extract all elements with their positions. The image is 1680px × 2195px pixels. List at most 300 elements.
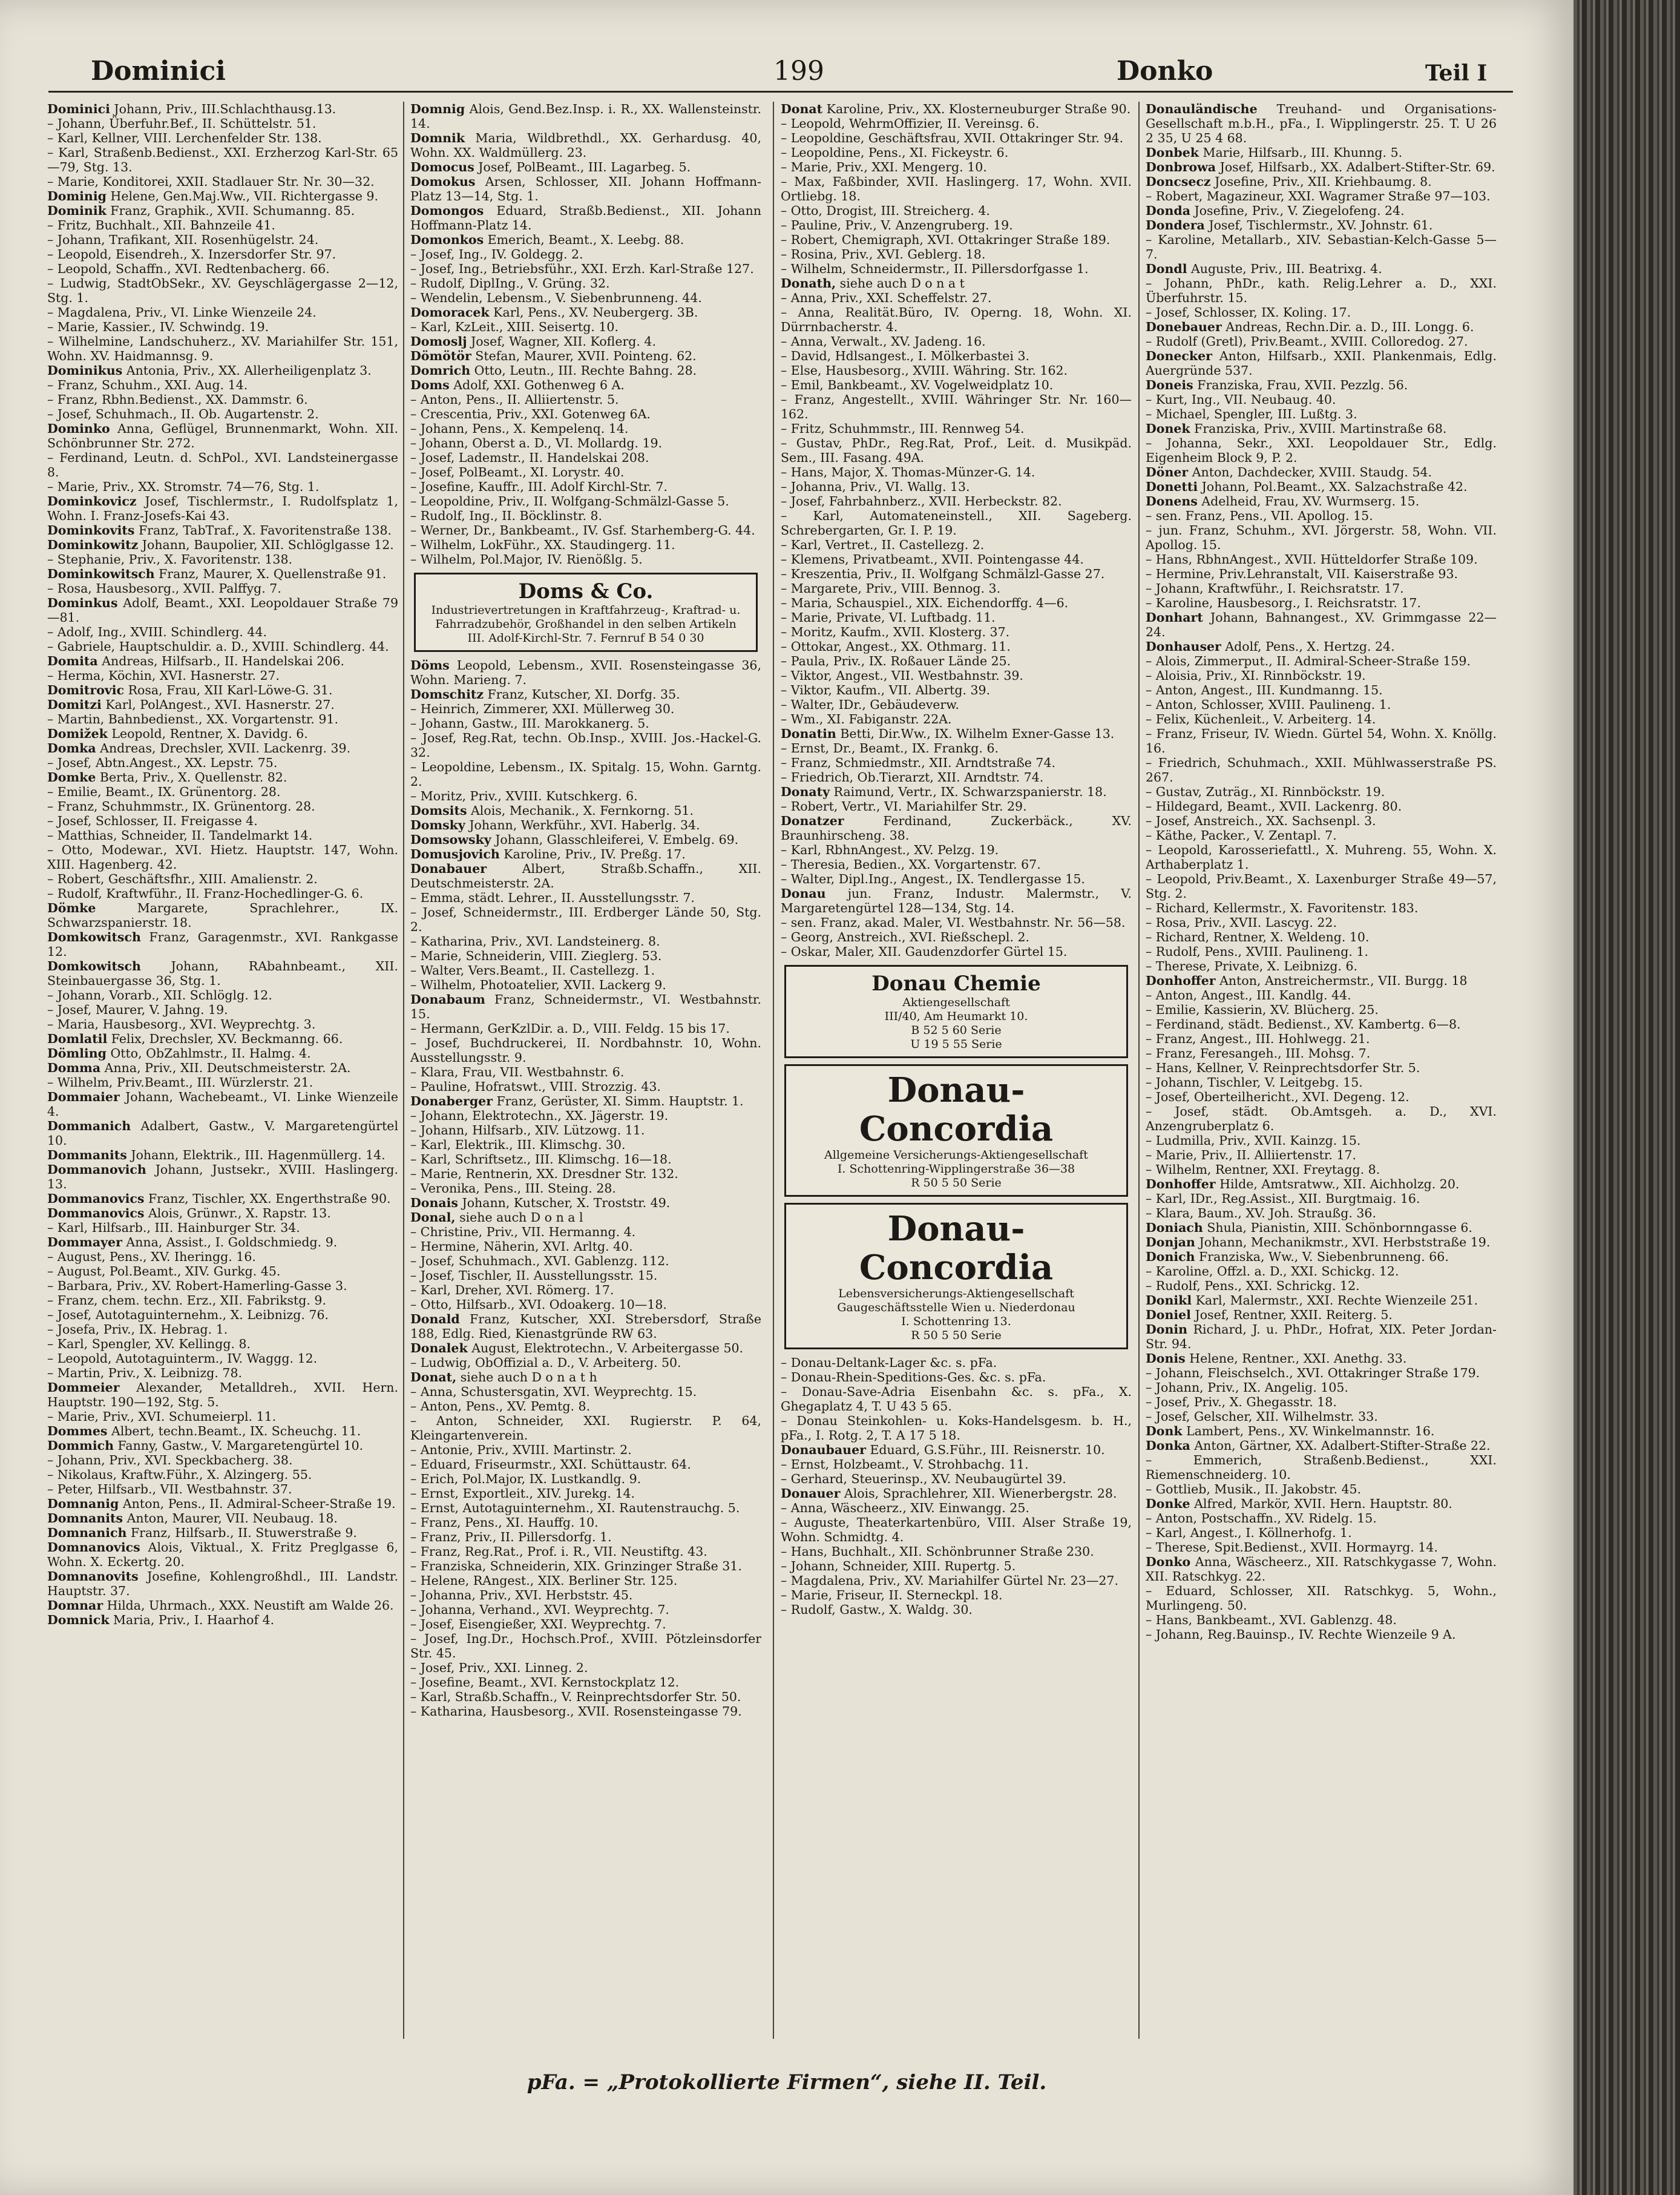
entry-surname: Domka [47, 741, 96, 755]
directory-entry [781, 596, 1132, 610]
entry-details: – Hans, Buchhalt., XII. Schönbrunner Straße 230. [781, 1544, 1094, 1559]
entry-details: Auguste, Priv., III. Beatrixg. 4. [1187, 262, 1382, 276]
entry-details: – Josef, Anstreich., XX. Sachsenpl. 3. [1146, 814, 1376, 828]
entry-details: Johann, Glasschleiferei, V. Embelg. 69. [491, 832, 739, 847]
directory-entry [410, 1268, 761, 1283]
directory-entry [781, 305, 1132, 334]
entry-details: – Robert, Chemigraph, XVI. Ottakringer Straße 189. [781, 232, 1111, 247]
entry-details: Adolf, Beamt., XXI. Leopoldauer Straße 79—81. [47, 596, 398, 625]
directory-entry [47, 654, 398, 668]
entry-details: – Johann, Priv., XVI. Speckbacherg. 38. [47, 1453, 293, 1467]
directory-entry [410, 552, 761, 567]
entry-surname: Domocus [410, 160, 474, 174]
entry-details: – Heinrich, Zimmerer, XXI. Müllerweg 30. [410, 702, 675, 716]
entry-surname: Donau [781, 886, 826, 901]
directory-entry [1146, 915, 1497, 930]
directory-entry [1146, 1322, 1497, 1351]
directory-entry [781, 930, 1132, 944]
directory-entry [781, 1486, 1132, 1501]
entry-details: – Magdalena, Priv., VI. Linke Wienzeile 24. [47, 305, 317, 320]
entry-details: – Rosina, Priv., XVI. Geblerg. 18. [781, 247, 986, 262]
entry-details: Adelheid, Frau, XV. Wurmserg. 15. [1197, 494, 1420, 508]
directory-entry [1146, 828, 1497, 843]
directory-entry [410, 832, 761, 847]
entry-details: Helene, Rentner., XXI. Anethg. 33. [1185, 1351, 1407, 1366]
entry-details: – Josefa, Priv., IX. Hebrag. 1. [47, 1322, 228, 1337]
entry-details: – Marie, Schneiderin, VIII. Zieglerg. 53. [410, 949, 662, 963]
directory-entry [1146, 1438, 1497, 1453]
entry-surname: Domsky [410, 818, 465, 832]
entry-details: – Otto, Modewar., XVI. Hietz. Hauptstr. 147, Wohn. XIII. Hagenberg. 42. [47, 843, 398, 872]
entry-details: Alfred, Markör, XVII. Hern. Hauptstr. 80. [1190, 1496, 1452, 1511]
entry-surname: Domnanig [47, 1496, 119, 1511]
entry-details: Franz, Tischler, XX. Engerthstraße 90. [144, 1191, 391, 1206]
directory-entry [410, 934, 761, 949]
entry-details: – Martin, Bahnbedienst., XX. Vorgartenstr. 91. [47, 712, 339, 726]
entry-details: – Karl, KzLeit., XIII. Seisertg. 10. [410, 320, 619, 334]
entry-surname: Dominkowitsch [47, 567, 155, 581]
directory-entry [410, 1167, 761, 1181]
entry-details: – Leopold, Karosseriefattl., X. Muhreng. 55, Wohn. X. Arthaberplatz 1. [1146, 843, 1497, 872]
entry-details: – Oskar, Maler, XII. Gaudenzdorfer Gürtel 15. [781, 944, 1068, 959]
directory-entry [1146, 1235, 1497, 1249]
directory-entry [47, 1322, 398, 1337]
directory-entry [1146, 1032, 1497, 1046]
directory-entry [410, 363, 761, 378]
entry-details: – Rudolf, DiplIng., V. Grüng. 32. [410, 276, 610, 291]
entry-details: Alexander, Metalldreh., XVII. Hern. Hauptstr. 190—192, Stg. 5. [47, 1380, 398, 1409]
directory-entry [47, 1148, 398, 1162]
entry-surname: Donetti [1146, 479, 1198, 494]
directory-entry [1146, 1249, 1497, 1264]
directory-entry [781, 160, 1132, 174]
entry-details: – Wilhelm, Photoatelier, XVII. Lackerg 9. [410, 978, 666, 992]
entry-details: – Alois, Zimmerput., II. Admiral-Scheer-Straße 159. [1146, 654, 1471, 668]
entry-details: – Johann, PhDr., kath. Relig.Lehrer a. D., XXI. Überfuhrstr. 15. [1146, 276, 1497, 305]
directory-entry [47, 1075, 398, 1090]
directory-entry [1146, 1002, 1497, 1017]
entry-details: – Josef, Maurer, V. Jahng. 19. [47, 1002, 228, 1017]
directory-entry [1146, 1525, 1497, 1540]
entry-details: Margarete, Sprachlehrer., IX. Schwarzspanierstr. 18. [47, 901, 398, 930]
entry-details: – Rudolf, Gastw., X. Waldg. 30. [781, 1602, 973, 1617]
entry-details: – Franz, chem. techn. Erz., XII. Fabrikstg. 9. [47, 1293, 326, 1308]
entry-details: – Josef, Priv., X. Ghegasstr. 18. [1146, 1395, 1337, 1409]
directory-entry [47, 1569, 398, 1598]
directory-entry [410, 203, 761, 232]
entry-details: – Franz, Schuhm., XXI. Aug. 14. [47, 378, 248, 392]
directory-entry [781, 232, 1132, 247]
directory-entry [1146, 203, 1497, 218]
entry-details: – Eduard, Schlosser, XII. Ratschkyg. 5, Wohn., Murlingeng. 50. [1146, 1584, 1497, 1613]
directory-entry [1146, 1453, 1497, 1482]
entry-details: – Käthe, Packer., V. Zentapl. 7. [1146, 828, 1337, 843]
entry-surname: Donk [1146, 1424, 1183, 1438]
directory-entry [781, 378, 1132, 392]
directory-entry [47, 262, 398, 276]
entry-details: Treuhand- und Organisations-Gesellschaft m.b.H., pFa., I. Wipplingerstr. 25. T. U 26 2 35, U 25 4 68. [1146, 102, 1497, 145]
entry-surname: Doms [410, 378, 450, 392]
entry-details: – Josef, Ing., IV. Goldegg. 2. [410, 247, 583, 262]
entry-details: Anton, Dachdecker, XVIII. Staudg. 54. [1188, 465, 1432, 479]
entry-surname: Domonkos [410, 232, 484, 247]
directory-entry [47, 1220, 398, 1235]
entry-details: Hilda, Uhrmach., XXX. Neustift am Walde 26. [103, 1598, 394, 1613]
directory-entry [47, 581, 398, 596]
entry-surname: Dommanits [47, 1148, 127, 1162]
directory-entry [1146, 814, 1497, 828]
entry-details: – Josef, PolBeamt., XI. Lorystr. 40. [410, 465, 625, 479]
entry-details: – Maria, Hausbesorg., XVI. Weyprechtg. 3. [47, 1017, 316, 1032]
entry-details: Franz, Garagenmstr., XVI. Rankgasse 12. [47, 930, 398, 959]
directory-entry [410, 479, 761, 494]
directory-entry [410, 102, 761, 131]
entry-details: – Else, Hausbesorg., XVIII. Währing. Str. 162. [781, 363, 1068, 378]
directory-entry [47, 1482, 398, 1496]
directory-entry [47, 625, 398, 639]
directory-entry [781, 1559, 1132, 1573]
entry-details: – Josef, Priv., XXI. Linneg. 2. [410, 1660, 588, 1675]
entry-details: – Michael, Spengler, III. Lußtg. 3. [1146, 407, 1357, 421]
entry-details: – Max, Faßbinder, XVII. Haslingerg. 17, Wohn. XVII. Ortliebg. 18. [781, 174, 1132, 203]
entry-surname: Donaberger [410, 1094, 493, 1108]
directory-entry [47, 726, 398, 741]
entry-details: – Karl, Spengler, XV. Kellingg. 8. [47, 1337, 251, 1351]
entry-details: siehe auch D o n a t [836, 276, 965, 291]
entry-details: – Erich, Pol.Major, IX. Lustkandlg. 9. [410, 1472, 641, 1486]
directory-entry [47, 203, 398, 218]
entry-surname: Dommaier [47, 1090, 120, 1104]
ad-phone: R 50 5 50 Serie [911, 1176, 1002, 1190]
entry-details: – Robert, Magazineur, XXI. Wagramer Straße 97—103. [1146, 189, 1491, 203]
directory-entry [47, 785, 398, 799]
footer-note: pFa. = „Protokollierte Firmen“, siehe II. Teil. [527, 2070, 1047, 2095]
entry-surname: Donauer [781, 1486, 841, 1501]
entry-details: – Franz, Schmiedmstr., XII. Arndtstraße 74. [781, 755, 1056, 770]
entry-details: Leopold, Rentner, X. Davidg. 6. [107, 726, 308, 741]
entry-details: – Josef, Schlosser, IX. Koling. 17. [1146, 305, 1351, 320]
column-4 [1146, 102, 1497, 2039]
directory-entry [47, 552, 398, 567]
directory-entry [47, 450, 398, 479]
entry-details: – Ernst, Dr., Beamt., IX. Frankg. 6. [781, 741, 999, 755]
entry-details: – Marie, Friseur, II. Sterneckpl. 18. [781, 1588, 1003, 1602]
entry-details: – Hans, Bankbeamt., XVI. Gablenzg. 48. [1146, 1613, 1397, 1627]
entry-details: – Franz, Rbhn.Bedienst., XX. Dammstr. 6. [47, 392, 308, 407]
directory-entry [410, 1355, 761, 1370]
entry-details: – Peter, Hilfsarb., VII. Westbahnstr. 37. [47, 1482, 292, 1496]
entry-details: – sen. Franz, Pens., VII. Apollog. 15. [1146, 508, 1373, 523]
directory-entry [47, 1017, 398, 1032]
entry-surname: Donat, [410, 1370, 457, 1384]
ad-company-name: Donau-Concordia [859, 1070, 1054, 1149]
entry-details: – Hermann, GerKzlDir. a. D., VIII. Feldg. 15 bis 17. [410, 1021, 730, 1036]
entry-details: – Anna, Realität.Büro, IV. Operng. 18, Wohn. XI. Dürrnbacherstr. 4. [781, 305, 1132, 334]
directory-entry [1146, 1424, 1497, 1438]
entry-details: – Gottlieb, Musik., II. Jakobstr. 45. [1146, 1482, 1362, 1496]
directory-entry [781, 697, 1132, 712]
entry-details: – Johanna, Verhand., XVI. Weyprechtg. 7. [410, 1602, 669, 1617]
entry-surname: Domkowitsch [47, 930, 141, 944]
entry-details: – Johann, Fleischselch., XVI. Ottakringer Straße 179. [1146, 1366, 1480, 1380]
entry-details: Josef, PolBeamt., III. Lagarbeg. 5. [474, 160, 691, 174]
directory-entry [47, 639, 398, 654]
entry-details: – Johann, Tischler, V. Leitgebg. 15. [1146, 1075, 1363, 1090]
entry-details: – Anton, Pens., II. Alliiertenstr. 5. [410, 392, 619, 407]
directory-entry [1146, 1482, 1497, 1496]
directory-entry [410, 392, 761, 407]
directory-entry [1146, 712, 1497, 726]
directory-entry [410, 731, 761, 760]
entry-details: – Leopoldine, Geschäftsfrau, XVII. Ottakringer Str. 94. [781, 131, 1124, 145]
entry-surname: Donens [1146, 494, 1198, 508]
entry-surname: Donaty [781, 785, 830, 799]
entry-details: Betti, Dir.Ww., IX. Wilhelm Exner-Gasse 13. [836, 726, 1115, 741]
directory-entry [1146, 1017, 1497, 1032]
directory-entry [47, 1046, 398, 1061]
directory-entry [47, 218, 398, 232]
entry-details: – Josef, Schuhmach., XVI. Gablenzg. 112. [410, 1254, 669, 1268]
entry-details: Anna, Assist., I. Goldschmiedg. 9. [122, 1235, 338, 1249]
entry-details: – Johann, Reg.Bauinsp., IV. Rechte Wienzeile 9 A. [1146, 1627, 1456, 1642]
entry-details: – Franz, Angest., III. Hohlwegg. 21. [1146, 1032, 1370, 1046]
directory-entry [1146, 1133, 1497, 1148]
entry-surname: Domižek [47, 726, 108, 741]
entry-surname: Donebauer [1146, 320, 1222, 334]
entry-details: – Josef, Abtn.Angest., XX. Lepstr. 75. [47, 755, 278, 770]
directory-entry [47, 1090, 398, 1119]
entry-details: Alois, Gend.Bez.Insp. i. R., XX. Wallensteinstr. 14. [410, 102, 761, 131]
directory-entry [410, 1137, 761, 1152]
directory-entry [410, 378, 761, 392]
entry-details: – Leopoldine, Priv., II. Wolfgang-Schmälzl-Gasse 5. [410, 494, 729, 508]
entry-details: – Veronika, Pens., III. Steing. 28. [410, 1181, 616, 1196]
entry-details: – Rudolf (Gretl), Priv.Beamt., XVIII. Colloredog. 27. [1146, 334, 1468, 349]
directory-entry [47, 712, 398, 726]
directory-entry [410, 421, 761, 436]
ad-subtitle: Allgemeine Versicherungs-Aktiengesellschaft [824, 1148, 1088, 1162]
advertisement-concordia1 [784, 1064, 1128, 1197]
directory-entry [781, 857, 1132, 872]
entry-details: – Josef, Ing.Dr., Hochsch.Prof., XVIII. Pötzleinsdorfer Str. 45. [410, 1631, 761, 1660]
directory-entry [47, 567, 398, 581]
entry-surname: Dondl [1146, 262, 1187, 276]
directory-entry [781, 872, 1132, 886]
directory-entry [781, 567, 1132, 581]
directory-entry [410, 1660, 761, 1675]
directory-entry [47, 741, 398, 755]
entry-details: – August, Pens., XV. Iheringg. 16. [47, 1249, 256, 1264]
entry-surname: Dommayer [47, 1235, 122, 1249]
entry-surname: Domnanich [47, 1525, 127, 1540]
directory-entry [410, 407, 761, 421]
part-label: Teil I [1425, 61, 1488, 86]
entry-details: Anton, Hilfsarb., XXII. Plankenmais, Edlg. Auergründe 537. [1146, 349, 1497, 378]
directory-entry [1146, 901, 1497, 915]
directory-entry [410, 1559, 761, 1573]
entry-details: – Rudolf, Pens., XVIII. Paulineng. 1. [1146, 944, 1368, 959]
directory-entry [410, 1501, 761, 1515]
entry-surname: Donald [410, 1312, 460, 1326]
directory-entry [410, 803, 761, 818]
entry-details: – Christine, Priv., VII. Hermanng. 4. [410, 1225, 636, 1239]
directory-entry [410, 523, 761, 538]
entry-details: – Nikolaus, Kraftw.Führ., X. Alzingerg. 55. [47, 1467, 312, 1482]
directory-entry [781, 581, 1132, 596]
entry-details: – Rudolf, Ing., II. Böcklinstr. 8. [410, 508, 603, 523]
directory-entry [1146, 1293, 1497, 1308]
directory-entry [47, 276, 398, 305]
entry-details: – Donau-Rhein-Speditions-Ges. &c. s. pFa. [781, 1370, 1046, 1384]
entry-details: – Josef, Fahrbahnberz., XVII. Herbeckstr. 82. [781, 494, 1062, 508]
directory-entry [47, 334, 398, 363]
directory-entry [410, 1123, 761, 1137]
directory-entry [781, 334, 1132, 349]
directory-entry [1146, 683, 1497, 697]
entry-details: – Hans, Major, X. Thomas-Münzer-G. 14. [781, 465, 1035, 479]
entry-details: – Ludmilla, Priv., XVII. Kainzg. 15. [1146, 1133, 1361, 1148]
entry-details: – Maria, Schauspiel., XIX. Eichendorffg. 4—6. [781, 596, 1069, 610]
entry-details: – Wilhelm, LokFühr., XX. Staudingerg. 11. [410, 538, 675, 552]
directory-entry [47, 131, 398, 145]
directory-entry [47, 523, 398, 538]
directory-entry [1146, 232, 1497, 262]
ad-subtitle: Aktiengesellschaft [902, 996, 1010, 1009]
entry-surname: Donabauer [410, 861, 487, 876]
entry-details: – Klara, Baum., XV. Joh. Straußg. 36. [1146, 1206, 1376, 1220]
entry-details: Josef, Wagner, XII. Koflerg. 4. [467, 334, 656, 349]
entry-details: – Wilhelm, Priv.Beamt., III. Würzlerstr. 21. [47, 1075, 313, 1090]
entry-details: – Antonie, Priv., XVIII. Martinstr. 2. [410, 1443, 632, 1457]
entry-surname: Domnanovits [47, 1569, 139, 1584]
directory-entry [47, 1496, 398, 1511]
entry-details: – Helene, RAngest., XIX. Berliner Str. 125. [410, 1573, 678, 1588]
entry-details: – Otto, Drogist, III. Streicherg. 4. [781, 203, 990, 218]
entry-details: – Franz, Priv., II. Pillersdorfg. 1. [410, 1530, 612, 1544]
running-head-left: Dominici [91, 56, 226, 87]
entry-surname: Donhoffer [1146, 1177, 1216, 1191]
entry-surname: Doneis [1146, 378, 1193, 392]
directory-entry [47, 102, 398, 116]
directory-entry [781, 1413, 1132, 1443]
directory-entry [1146, 494, 1497, 508]
directory-entry [47, 1264, 398, 1278]
directory-entry [47, 799, 398, 814]
entry-surname: Domitzi [47, 697, 102, 712]
entry-details: Josef, Hilfsarb., XX. Adalbert-Stifter-Str. 69. [1216, 160, 1495, 174]
entry-details: siehe auch D o n a l [455, 1210, 583, 1225]
directory-entry [1146, 262, 1497, 276]
directory-entry [1146, 973, 1497, 988]
entry-details: – sen. Franz, akad. Maler, VI. Westbahnstr. Nr. 56—58. [781, 915, 1126, 930]
entry-surname: Dommanovics [47, 1206, 145, 1220]
directory-entry [47, 1409, 398, 1424]
entry-details: Anton, Pens., II. Admiral-Scheer-Straße 19. [119, 1496, 396, 1511]
entry-surname: Dommanovics [47, 1191, 145, 1206]
entry-details: – Karl, Dreher, XVI. Römerg. 17. [410, 1283, 614, 1297]
directory-entry [781, 944, 1132, 959]
entry-details: Anna, Wäscheerz., XII. Ratschkygasse 7, Wohn. XII. Ratschkyg. 22. [1146, 1555, 1497, 1584]
entry-details: – Johann, Trafikant, XII. Rosenhügelstr. 24. [47, 232, 319, 247]
entry-details: – Josef, Lademstr., II. Handelskai 208. [410, 450, 649, 465]
directory-entry [47, 1511, 398, 1525]
entry-details: Josefine, Priv., XII. Kriehbaumg. 8. [1210, 174, 1432, 189]
entry-details: – Johann, Hilfsarb., XIV. Lützowg. 11. [410, 1123, 645, 1137]
entry-details: – Walter, Dipl.Ing., Angest., IX. Tendlergasse 15. [781, 872, 1085, 886]
directory-entry [410, 465, 761, 479]
entry-surname: Domnanovics [47, 1540, 140, 1555]
directory-entry [1146, 479, 1497, 494]
entry-details: – Karl, Kellner, VIII. Lerchenfelder Str. 138. [47, 131, 322, 145]
entry-surname: Dömling [47, 1046, 107, 1061]
directory-entry [410, 1210, 761, 1225]
entry-details: – Marie, Priv., II. Alliiertenstr. 17. [1146, 1148, 1357, 1162]
entry-details: – Josefine, Kauffr., III. Adolf Kirchl-Str. 7. [410, 479, 668, 494]
directory-entry [47, 392, 398, 407]
entry-details: – Karl, Straßenb.Bedienst., XXI. Erzherzog Karl-Str. 65—79, Stg. 13. [47, 145, 398, 174]
directory-entry [781, 436, 1132, 465]
directory-entry [47, 1467, 398, 1482]
directory-entry [410, 1384, 761, 1399]
entry-details: Anton, Anstreichermstr., VII. Burgg. 18 [1215, 973, 1468, 988]
entry-details: Otto, ObZahlmstr., II. Halmg. 4. [106, 1046, 311, 1061]
entry-details: – Johann, Pens., X. Kempelenq. 14. [410, 421, 629, 436]
entry-details: – Stephanie, Priv., X. Favoritenstr. 138. [47, 552, 293, 567]
directory-entry [781, 886, 1132, 915]
entry-surname: Donich [1146, 1249, 1195, 1264]
directory-entry [410, 687, 761, 702]
entry-surname: Donke [1146, 1496, 1190, 1511]
entry-details: – Rosa, Priv., XVII. Lascyg. 22. [1146, 915, 1337, 930]
entry-surname: Donaubauer [781, 1443, 866, 1457]
entry-details: Josef, Tischlermstr., I. Rudolfsplatz 1, Wohn. I. Franz-Josefs-Kai 43. [47, 494, 398, 523]
entry-details: Hilde, Amtsratww., XII. Aichholzg. 20. [1215, 1177, 1460, 1191]
entry-details: – Rudolf, Kraftwführ., II. Franz-Hochedlinger-G. 6. [47, 886, 364, 901]
book-edge [1573, 0, 1680, 2195]
entry-details: – Friedrich, Schuhmach., XXII. Mühlwasserstraße PS. 267. [1146, 755, 1497, 785]
running-head-right: Donko [1117, 56, 1213, 87]
entry-details: – Robert, Geschäftsfhr., XIII. Amalienstr. 2. [47, 872, 318, 886]
entry-details: – Hans, Kellner, V. Reinprechtsdorfer Str. 5. [1146, 1061, 1420, 1075]
entry-surname: Donka [1146, 1438, 1190, 1453]
entry-details: Andreas, Hilfsarb., II. Handelskai 206. [97, 654, 345, 668]
ad-company-name: Donau-Concordia [859, 1209, 1054, 1288]
directory-entry [1146, 596, 1497, 610]
entry-details: – Karoline, Hausbesorg., I. Reichsratstr. 17. [1146, 596, 1421, 610]
entry-details: Alois, Sprachlehrer, XII. Wienerbergstr. 28. [840, 1486, 1117, 1501]
entry-surname: Dommanovich [47, 1162, 146, 1177]
directory-entry [47, 1061, 398, 1075]
directory-entry [781, 538, 1132, 552]
directory-entry [47, 407, 398, 421]
directory-entry [410, 262, 761, 276]
ad-company-name: Donau Chemie [871, 972, 1041, 996]
directory-entry [410, 538, 761, 552]
entry-surname: Dommanich [47, 1119, 131, 1133]
directory-entry [1146, 872, 1497, 901]
directory-entry [47, 1337, 398, 1351]
entry-details: Andreas, Rechn.Dir. a. D., III. Longg. 6. [1221, 320, 1474, 334]
entry-details: Karl, Malermstr., XXI. Rechte Wienzeile 251. [1192, 1293, 1478, 1308]
entry-details: – Aloisia, Priv., XI. Rinnböckstr. 19. [1146, 668, 1366, 683]
directory-entry [781, 1602, 1132, 1617]
directory-entry [781, 552, 1132, 567]
entry-surname: Domlatil [47, 1032, 108, 1046]
entry-details: Josefine, Kohlengroßhdl., III. Landstr. Hauptstr. 37. [47, 1569, 398, 1598]
entry-details: – Marie, Konditorei, XXII. Stadlauer Str. Nr. 30—32. [47, 174, 375, 189]
entry-details: – Therese, Private, X. Leibnizg. 6. [1146, 959, 1358, 973]
directory-entry [1146, 1380, 1497, 1395]
